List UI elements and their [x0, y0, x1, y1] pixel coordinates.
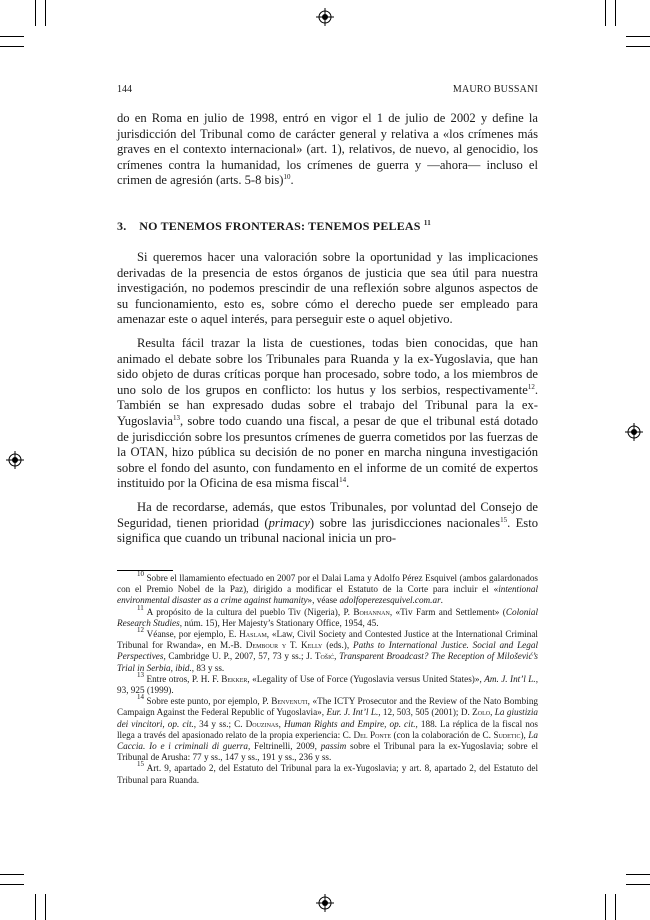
paragraph: Ha de recordarse, además, que estos Tribunales, por voluntad del Consejo de Seguridad, tienen prioridad (primacy) sobre las jurisdicciones nacionales$^{15}$. Esto significa que cuando un tribunal nacional inicia un pro- — [117, 499, 539, 546]
running-head-author: MAURO BUSSANI — [452, 84, 538, 95]
footnote: $^{11}$ A propósito de la cultura del pueblo Tiv (Nigeria), P. Bohannan, «Tiv Farm and Settlement» (Colonial Research Studies, núm. 15), Her Majesty’s Stationary Office, 1954, 45. — [117, 603, 539, 628]
footnote-ref: 12 — [527, 382, 535, 391]
footnote: $^{10}$ Sobre el llamamiento efectuado en 2007 por el Dalai Lama y Adolfo Pérez Esquivel (ambos galardonados con el Premio Nobel de la Paz), dirigido a modificar el Estatuto de la Corte para incluir el «intentional environmental disaster as a crime against humanity», véase adolfoperezesquivel.com.ar. — [117, 570, 538, 606]
footnote-ref: 15 — [500, 515, 508, 524]
footnote: $^{15}$ Art. 9, apartado 2, del Estatuto del Tribunal para la ex-Yugoslavia; y art. 8, apartado 2, del Estatuto del Tribunal para Ruanda. — [117, 760, 538, 785]
paragraph: do en Roma en julio de 1998, entró en vigor el 1 de julio de 2002 y define la jurisdicción del Tribunal como de carácter general y relativa a «los crímenes más graves en el contexto internacional» (art. 1), relativos, de nuevo, al genocidio, los crímenes contra la humanidad, los crímenes de guerra y —ahora— incluso el crimen de agresión (arts. 5-8 bis)$^{10}$. — [117, 111, 538, 188]
section-title: 3. NO TENEMOS FRONTERAS: TENEMOS PELEAS — [117, 219, 421, 233]
footnote: $^{14}$ Sobre este punto, por ejemplo, P. Benvenuti, «The ICTY Prosecutor and the Review of the Nato Bombing Campaign Against the Federal Republic of Yugoslavia», Eur. J. Int’l L., 12, 503, 505 (2001); D. Zolo, La giustizia dei vincitori, op. cit., 34 y ss.; C. Douzinas, Human Rights and Empire, op. cit., 188. La réplica de la fiscal nos llega a través del apasionado relato de la propia experiencia: C. Del Ponte (con la colaboración de C. Sudetic), La Caccia. Io e i criminali di guerra, Feltrinelli, 2009, passim sobre el Tribunal para la ex-Yugoslavia; sobre el Tribunal de Arusha: 77 y ss., 147 y ss., 191 y ss., 236 y ss. — [117, 693, 539, 763]
footnote-ref: 11 — [423, 219, 431, 227]
body-text — [117, 250, 538, 547]
paragraph: Si queremos hacer una valoración sobre la oportunidad y las implicaciones derivadas de la presencia de estos órganos de justicia que sea útil para nuestra investigación, no podemos prescindir de una reflexión sobre algunos aspectos de su funcionamiento, esto es, sobre cómo el derecho puede ser empleado para amenazar este o aquel interés, para perseguir este o aquel objetivo. — [117, 250, 538, 327]
footnote-ref: 14 — [339, 476, 347, 485]
footnote-ref: 13 — [172, 413, 180, 422]
body-text-top — [117, 111, 538, 189]
paragraph: Resulta fácil trazar la lista de cuestiones, todas bien conocidas, que han animado el debate sobre los Tribunales para Ruanda y la ex-Yugoslavia, que han sido objeto de duras críticas porque han procesado, sobre todo, a los miembros de uno solo de los grupos en conflicto: los hutus y los serbios, respectivamente$^{12}$. También se han expresado dudas sobre el trabajo del Tribunal para la ex-Yugoslavia$^{13}$, sobre todo cuando una fiscal, a pesar de que el tribunal está dotado de jurisdicción sobre los presuntos crímenes de guerra cometidos por las fuerzas de la OTAN, hizo pública su decisión de no poner en marcha ninguna investigación sobre el fondo del asunto, con fundamento en el informe de un comité de expertos instituido por la Oficina de esa misma fiscal$^{14}$. — [117, 335, 538, 491]
registration-mark-icon — [316, 894, 334, 912]
footnote-separator — [117, 570, 173, 571]
page-number: 144 — [117, 84, 132, 95]
section-heading — [117, 219, 538, 234]
footnote: $^{12}$ Véanse, por ejemplo, E. Haslam, «Law, Civil Society and Contested Justice at the International Criminal Tribunal for Rwanda», en M.-B. Dembour y T. Kelly (eds.), Paths to International Justice. Social and Legal Perspectives, Cambridge U. P., 2007, 57, 73 y ss.; J. Tošić, Transparent Broadcast? The Reception of Milošević’s Trial in Serbia, ibid., 83 y ss. — [117, 626, 539, 673]
registration-mark-icon — [625, 423, 643, 441]
registration-mark-icon — [316, 8, 334, 26]
footnotes — [117, 570, 539, 786]
registration-mark-icon — [6, 451, 24, 469]
footnote-ref: 10 — [283, 173, 291, 182]
footnote: $^{13}$ Entre otros, P. H. F. Bekker, «Legality of Use of Force (Yugoslavia versus United States)», Am. J. Int’l L., 93, 925 (1999). — [117, 670, 538, 696]
